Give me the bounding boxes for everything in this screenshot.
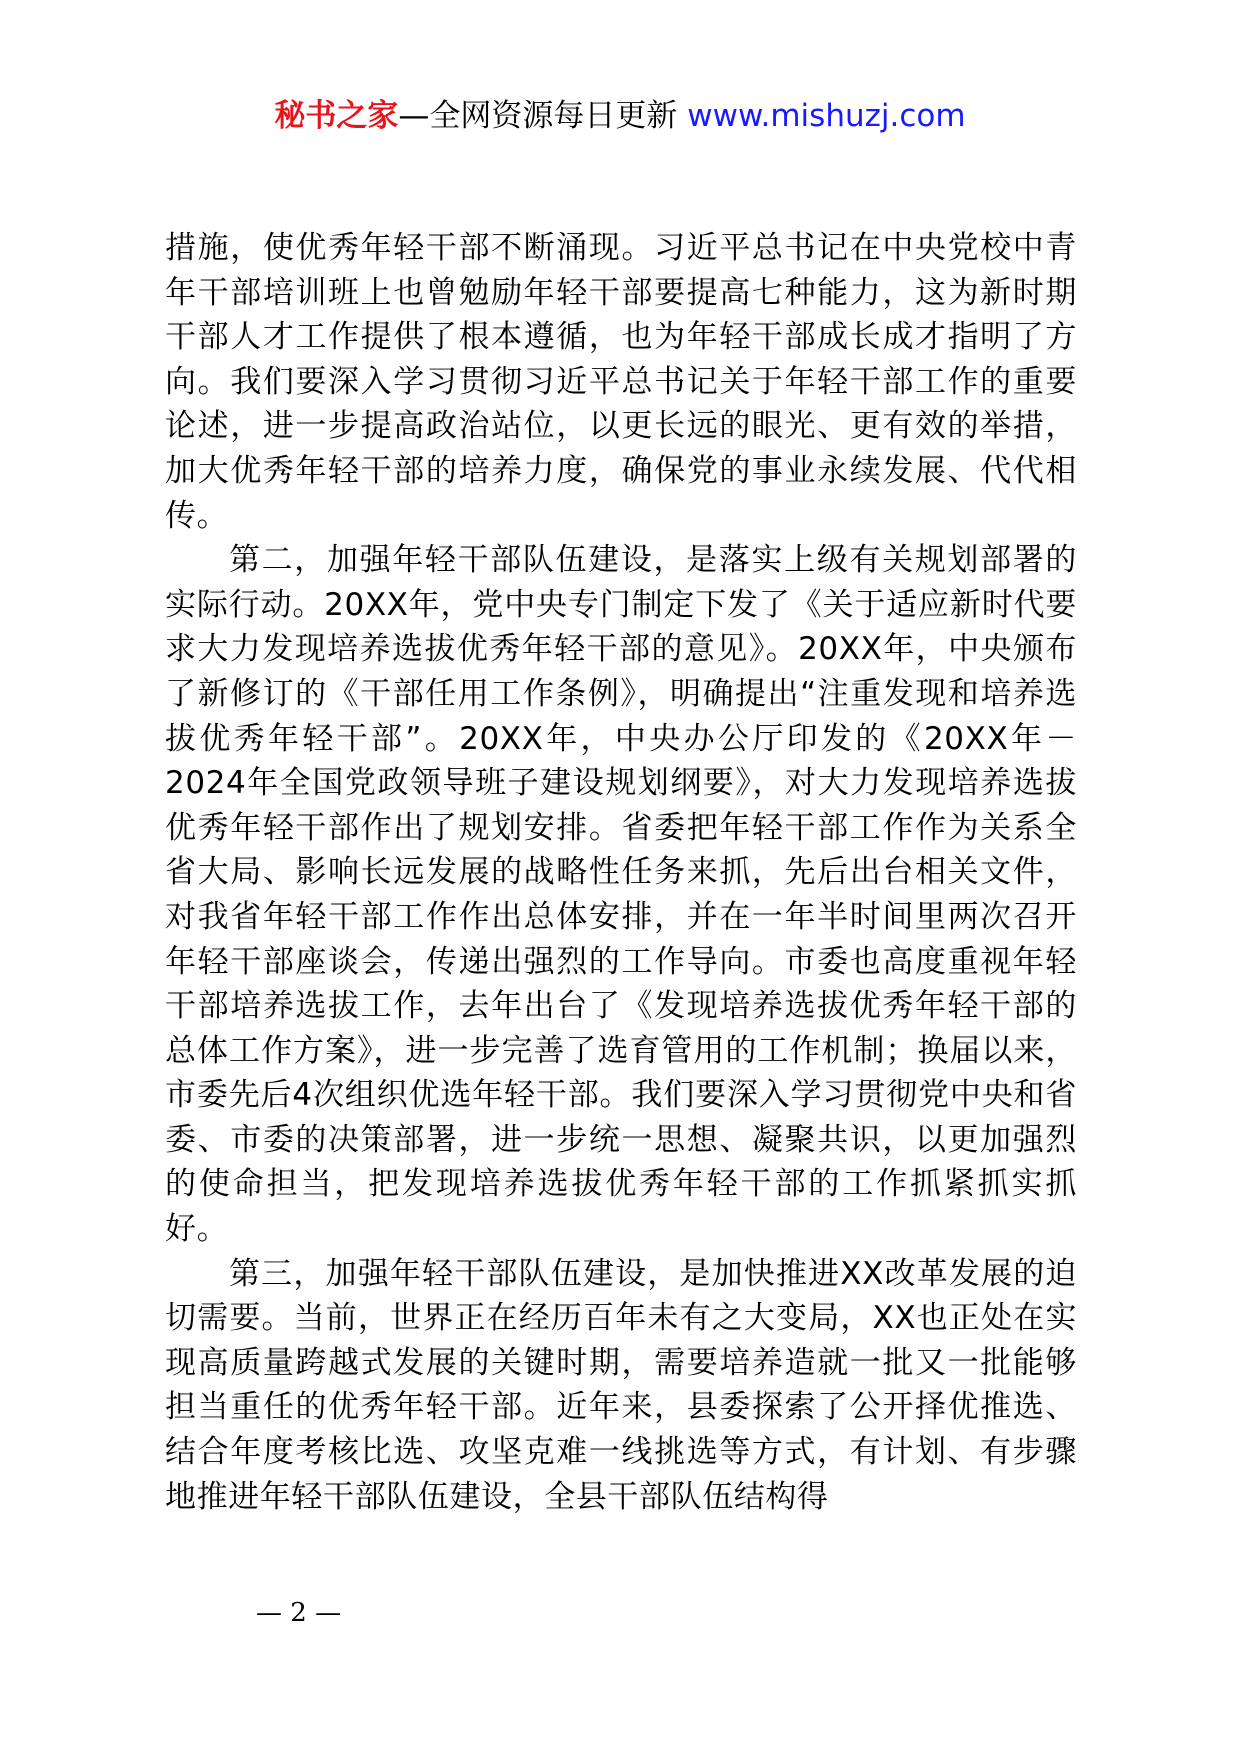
header-tagline: —全网资源每日更新: [398, 98, 688, 134]
paragraph-3: 第三，加强年轻干部队伍建设，是加快推进XX改革发展的迫切需要。当前，世界正在经历百年未有之大变局，XX也正处在实现高质量跨越式发展的关键时期，需要培养造就一批又一批能够担当重任的优秀年轻干部。近年来，县委探索了公开择优推选、结合年度考核比选、攻坚克难一线挑选等方式，有计划、有步骤地推进年轻干部队伍建设，全县干部队伍结构得: [165, 1255, 1077, 1515]
page-header: [0, 96, 1240, 136]
document-body: [165, 226, 1077, 1519]
header-brand: 秘书之家: [274, 98, 399, 134]
paragraph-2: 第二，加强年轻干部队伍建设，是落实上级有关规划部署的实际行动。20XX年，党中央专门制定下发了《关于适应新时代要求大力发现培养选拔优秀年轻干部的意见》。20XX年，中央颁布了新修订的《干部任用工作条例》，明确提出“注重发现和培养选拔优秀年轻干部”。20XX年，中央办公厅印发的《20XX年－2024年全国党政领导班子建设规划纲要》，对大力发现培养选拔优秀年轻干部作出了规划安排。省委把年轻干部工作作为关系全省大局、影响长远发展的战略性任务来抓，先后出台相关文件，对我省年轻干部工作作出总体安排，并在一年半时间里两次召开年轻干部座谈会，传递出强烈的工作导向。市委也高度重视年轻干部培养选拔工作，去年出台了《发现培养选拔优秀年轻干部的总体工作方案》，进一步完善了选育管用的工作机制；换届以来，市委先后4次组织优选年轻干部。我们要深入学习贯彻党中央和省委、市委的决策部署，进一步统一思想、凝聚共识，以更加强烈的使命担当，把发现培养选拔优秀年轻干部的工作抓紧抓实抓好。: [165, 542, 1077, 1248]
page-number: — 2 —: [256, 1598, 342, 1628]
header-url[interactable]: www.mishuzj.com: [687, 98, 966, 134]
paragraph-1: 措施，使优秀年轻干部不断涌现。习近平总书记在中央党校中青年干部培训班上也曾勉励年轻干部要提高七种能力，这为新时期干部人才工作提供了根本遵循，也为年轻干部成长成才指明了方向。我们要深入学习贯彻习近平总书记关于年轻干部工作的重要论述，进一步提高政治站位，以更长远的眼光、更有效的举措，加大优秀年轻干部的培养力度，确保党的事业永续发展、代代相传。: [165, 230, 1077, 534]
